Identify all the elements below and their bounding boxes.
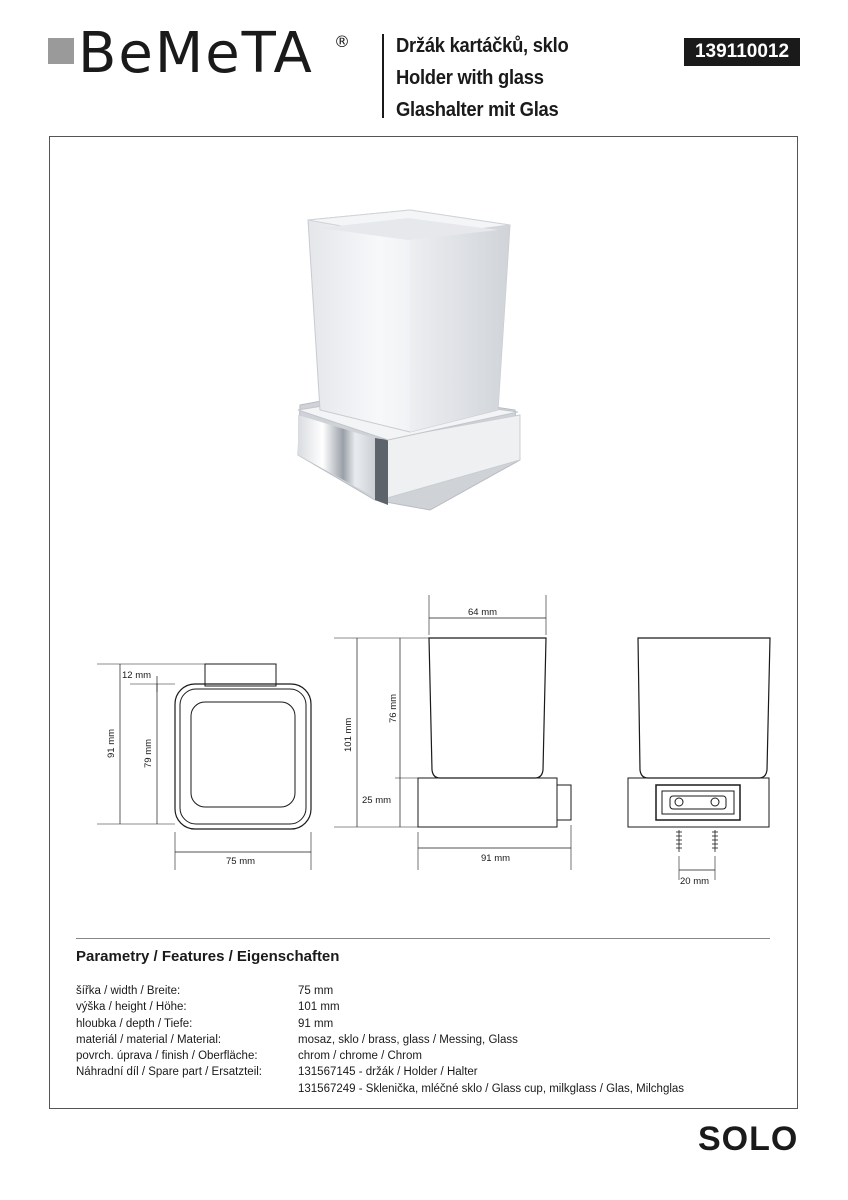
title-de: Glashalter mit Glas bbox=[396, 99, 559, 121]
spec-label: šířka / width / Breite: bbox=[76, 985, 181, 997]
spec-row bbox=[76, 983, 684, 999]
dim-front-top: 12 mm bbox=[122, 670, 152, 681]
dim-side-glass-height: 76 mm bbox=[388, 693, 399, 723]
header bbox=[0, 0, 848, 130]
back-glass bbox=[638, 638, 770, 778]
spec-value: mosaz, sklo / brass, glass / Messing, Glass bbox=[298, 1033, 518, 1046]
brand-logo bbox=[48, 21, 358, 88]
header-divider bbox=[382, 34, 384, 118]
spec-value: 91 mm bbox=[298, 1017, 334, 1030]
series-name: SOLO bbox=[698, 1120, 799, 1158]
spec-row bbox=[76, 1016, 684, 1032]
dim-side-depth: 91 mm bbox=[481, 853, 511, 864]
spec-label: hloubka / depth / Tiefe: bbox=[76, 1017, 193, 1030]
product-image bbox=[280, 200, 540, 520]
spec-row bbox=[76, 1048, 684, 1064]
spec-label: materiál / material / Material: bbox=[76, 1033, 222, 1046]
dim-front-width: 75 mm bbox=[226, 856, 256, 867]
spec-label: Náhradní díl / Spare part / Ersatzteil: bbox=[76, 1066, 263, 1079]
spec-value: 101 mm bbox=[298, 1001, 340, 1014]
features-divider bbox=[76, 938, 770, 939]
technical-drawings bbox=[0, 580, 848, 900]
spec-row bbox=[76, 1032, 684, 1048]
front-inner-frame bbox=[191, 702, 295, 807]
spec-value: chrom / chrome / Chrom bbox=[298, 1050, 422, 1063]
registered-mark: ® bbox=[334, 32, 350, 51]
spec-label: výška / height / Höhe: bbox=[76, 1001, 187, 1014]
spec-row bbox=[76, 999, 684, 1015]
dim-side-base-height: 25 mm bbox=[362, 795, 392, 806]
spec-value: 131567249 - Sklenička, mléčné sklo / Glass cup, milkglass / Glas, Milchglas bbox=[298, 1082, 685, 1095]
spec-table bbox=[76, 983, 684, 1097]
mounting-plate bbox=[656, 785, 740, 820]
dim-front-height-inner: 79 mm bbox=[143, 738, 154, 768]
dim-back-screw-spacing: 20 mm bbox=[680, 876, 710, 887]
dim-side-total-height: 101 mm bbox=[343, 717, 354, 752]
front-top-holder bbox=[205, 664, 276, 686]
dim-front-height-total: 91 mm bbox=[106, 728, 117, 758]
side-glass bbox=[429, 638, 546, 778]
title-en: Holder with glass bbox=[396, 67, 544, 89]
side-base bbox=[418, 778, 557, 827]
spec-label: povrch. úprava / finish / Oberfläche: bbox=[76, 1050, 258, 1063]
features-title: Parametry / Features / Eigenschaften bbox=[76, 948, 340, 965]
title-cz: Držák kartáčků, sklo bbox=[396, 35, 569, 57]
spec-row bbox=[76, 1064, 684, 1080]
logo-square-icon bbox=[48, 38, 74, 64]
brand-name: BeMeTA bbox=[78, 21, 314, 86]
spec-value: 75 mm bbox=[298, 985, 334, 997]
spec-row bbox=[76, 1081, 684, 1097]
spec-value: 131567145 - držák / Holder / Halter bbox=[298, 1066, 478, 1079]
product-code: 139110012 bbox=[684, 38, 800, 66]
spec-label bbox=[76, 1081, 298, 1097]
dim-side-glass-width: 64 mm bbox=[468, 607, 498, 618]
product-titles bbox=[396, 30, 583, 126]
